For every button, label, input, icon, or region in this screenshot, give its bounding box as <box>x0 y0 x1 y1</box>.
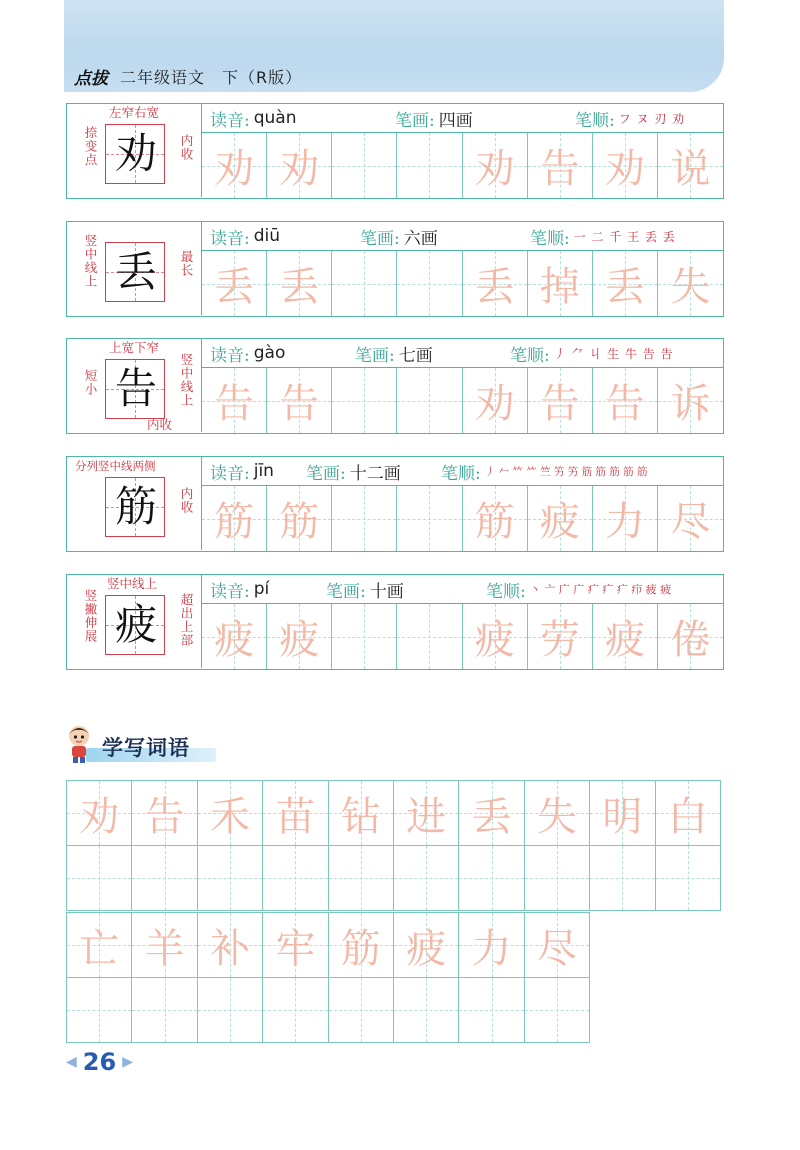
model-char-box <box>105 477 165 537</box>
practice-cell[interactable] <box>397 604 462 669</box>
practice-cell[interactable]: 力 <box>593 486 658 551</box>
practice-cell[interactable]: 劝 <box>202 133 267 198</box>
model-char-area <box>67 575 202 668</box>
word-grid <box>66 912 590 1043</box>
practice-cell[interactable] <box>332 251 397 316</box>
practice-cell[interactable]: 劝 <box>463 133 528 198</box>
model-char: 劝 <box>114 129 157 178</box>
note-inner: 内收 <box>179 134 194 161</box>
practice-cell[interactable] <box>397 486 462 551</box>
order-label: 笔顺: <box>510 345 550 366</box>
char-block-quan <box>66 103 724 199</box>
practice-cell[interactable] <box>397 251 462 316</box>
strokes-label: 笔画: <box>355 345 395 366</box>
word-cell[interactable]: 亡 <box>67 913 132 978</box>
word-cell[interactable]: 疲 <box>394 913 459 978</box>
practice-grid <box>202 251 723 316</box>
order-label: 笔顺: <box>486 581 526 602</box>
stroke-order: 丶 亠 广 广 疒 疒 疒 疖 疲 疲 <box>529 583 672 596</box>
word-cell[interactable]: 苗 <box>263 781 328 846</box>
pinyin-value: quàn <box>253 108 297 128</box>
model-char-box <box>105 359 165 419</box>
practice-cell[interactable] <box>332 368 397 433</box>
kid-mascot-icon <box>64 724 94 764</box>
note-structure: 上宽下窄 <box>109 340 160 355</box>
note-extend: 超出上部 <box>179 593 194 647</box>
word-cell-blank[interactable] <box>459 978 524 1043</box>
word-grid <box>66 780 721 911</box>
note-inner: 内收 <box>179 487 194 514</box>
word-cell-blank[interactable] <box>394 978 459 1043</box>
section-title <box>64 722 220 768</box>
note-structure: 分列竖中线两侧 <box>75 459 156 473</box>
word-cell-blank[interactable] <box>394 846 459 911</box>
model-char-area <box>67 222 202 315</box>
strokes-label: 笔画: <box>326 581 366 602</box>
practice-cell[interactable]: 告 <box>528 133 593 198</box>
model-char-box <box>105 124 165 184</box>
prev-arrow-icon: ◀ <box>66 1054 77 1070</box>
word-cell-blank[interactable] <box>329 846 394 911</box>
char-info-row <box>202 104 723 133</box>
word-cell-blank[interactable] <box>132 846 197 911</box>
word-cell[interactable]: 丢 <box>459 781 524 846</box>
word-cell[interactable]: 羊 <box>132 913 197 978</box>
word-cell-blank[interactable] <box>329 978 394 1043</box>
practice-cell[interactable] <box>397 368 462 433</box>
word-cell[interactable]: 失 <box>525 781 590 846</box>
word-cell-blank[interactable] <box>263 978 328 1043</box>
practice-cell[interactable]: 丢 <box>463 251 528 316</box>
practice-cell[interactable]: 疲 <box>267 604 332 669</box>
pinyin-value: pí <box>253 579 270 599</box>
word-cell-blank[interactable] <box>459 846 524 911</box>
practice-grid <box>202 604 723 669</box>
practice-cell[interactable]: 疲 <box>593 604 658 669</box>
word-cell[interactable]: 力 <box>459 913 524 978</box>
model-char-box <box>105 595 165 655</box>
section-title-text: 学写词语 <box>102 736 190 760</box>
practice-cell[interactable]: 丢 <box>267 251 332 316</box>
pinyin-label: 读音: <box>210 228 250 249</box>
pinyin-value: jīn <box>253 461 274 481</box>
order-label: 笔顺: <box>530 228 570 249</box>
stroke-order: 一 二 千 王 丢 丢 <box>573 229 676 244</box>
word-cell[interactable]: 尽 <box>525 913 590 978</box>
model-char: 告 <box>114 364 157 413</box>
word-cell[interactable]: 劝 <box>67 781 132 846</box>
pinyin-label: 读音: <box>210 463 250 484</box>
note-vertical-line: 竖中线上 <box>179 353 194 407</box>
practice-cell[interactable]: 筋 <box>267 486 332 551</box>
next-arrow-icon: ▶ <box>122 1054 133 1070</box>
model-char-box <box>105 242 165 302</box>
char-block-diu <box>66 221 724 317</box>
word-cell[interactable]: 禾 <box>198 781 263 846</box>
practice-cell[interactable]: 失 <box>658 251 723 316</box>
word-cell[interactable]: 筋 <box>329 913 394 978</box>
practice-cell[interactable]: 掉 <box>528 251 593 316</box>
page-number <box>66 1048 133 1076</box>
strokes-label: 笔画: <box>395 110 435 131</box>
stroke-order: 丿 𠂉 𥫗 ⺮ 竺 竻 竻 筋 筋 筋 筋 筋 <box>484 465 648 478</box>
strokes-value: 四画 <box>438 110 473 131</box>
stroke-order: 丿 ⺈ 丩 生 牛 告 告 <box>553 346 674 361</box>
pinyin-value: gào <box>253 343 286 363</box>
practice-cell[interactable] <box>332 133 397 198</box>
strokes-value: 七画 <box>398 345 433 366</box>
practice-cell[interactable]: 丢 <box>202 251 267 316</box>
practice-cell[interactable]: 筋 <box>202 486 267 551</box>
page-header <box>74 64 302 88</box>
word-cell[interactable]: 补 <box>198 913 263 978</box>
practice-cell[interactable]: 倦 <box>658 604 723 669</box>
practice-cell[interactable]: 疲 <box>528 486 593 551</box>
practice-cell[interactable]: 告 <box>593 368 658 433</box>
practice-cell[interactable]: 尽 <box>658 486 723 551</box>
page-number-text: 26 <box>82 1048 117 1076</box>
practice-cell[interactable] <box>332 604 397 669</box>
pinyin-label: 读音: <box>210 345 250 366</box>
practice-cell[interactable]: 劳 <box>528 604 593 669</box>
note-vertical-line: 竖中线上 <box>83 234 98 288</box>
model-char: 丢 <box>114 247 157 296</box>
pinyin-value: diū <box>253 226 281 246</box>
word-cell[interactable]: 牢 <box>263 913 328 978</box>
practice-cell[interactable]: 筋 <box>463 486 528 551</box>
practice-cell[interactable] <box>397 133 462 198</box>
char-block-pi <box>66 574 724 670</box>
note-vertical-line: 竖中线上 <box>107 576 158 591</box>
char-info-row <box>202 339 723 368</box>
note-stroke: 捺变点 <box>83 126 98 167</box>
practice-cell[interactable]: 劝 <box>267 133 332 198</box>
practice-cell[interactable]: 说 <box>658 133 723 198</box>
word-cell[interactable]: 钻 <box>329 781 394 846</box>
order-label: 笔顺: <box>441 463 481 484</box>
pinyin-label: 读音: <box>210 110 250 131</box>
strokes-value: 十画 <box>369 581 404 602</box>
practice-cell[interactable]: 告 <box>267 368 332 433</box>
char-info-row <box>202 575 723 604</box>
char-info-row <box>202 222 723 251</box>
word-cell[interactable]: 进 <box>394 781 459 846</box>
model-char-area <box>67 457 202 550</box>
order-label: 笔顺: <box>575 110 615 131</box>
word-cell-blank[interactable] <box>263 846 328 911</box>
practice-cell[interactable] <box>332 486 397 551</box>
word-cell-blank[interactable] <box>67 846 132 911</box>
strokes-label: 笔画: <box>360 228 400 249</box>
model-char-area <box>67 339 202 432</box>
model-char: 筋 <box>114 482 157 531</box>
practice-cell[interactable]: 丢 <box>593 251 658 316</box>
word-cell-blank[interactable] <box>132 978 197 1043</box>
char-block-gao <box>66 338 724 434</box>
note-stroke: 竖撇伸展 <box>83 589 98 643</box>
strokes-label: 笔画: <box>306 463 346 484</box>
note-inner: 内收 <box>147 417 173 432</box>
practice-cell[interactable]: 告 <box>528 368 593 433</box>
strokes-value: 六画 <box>403 228 438 249</box>
practice-cell[interactable]: 劝 <box>463 368 528 433</box>
char-info-row <box>202 457 723 486</box>
strokes-value: 十二画 <box>349 463 401 484</box>
word-cell[interactable]: 告 <box>132 781 197 846</box>
practice-cell[interactable]: 疲 <box>202 604 267 669</box>
note-short: 短小 <box>83 369 98 396</box>
pinyin-label: 读音: <box>210 581 250 602</box>
word-cell-blank[interactable] <box>656 846 721 911</box>
model-char: 疲 <box>114 600 157 649</box>
word-cell-blank[interactable] <box>198 978 263 1043</box>
word-cell[interactable]: 白 <box>656 781 721 846</box>
word-cell-blank[interactable] <box>525 978 590 1043</box>
practice-cell[interactable]: 劝 <box>593 133 658 198</box>
brand-logo: 点拔 <box>74 68 108 89</box>
model-char-area <box>67 104 202 197</box>
practice-cell[interactable]: 告 <box>202 368 267 433</box>
note-longest: 最长 <box>179 250 194 277</box>
char-block-jin <box>66 456 724 552</box>
book-title: 二年级语文 下（R版） <box>120 67 303 87</box>
practice-grid <box>202 133 723 198</box>
practice-cell[interactable]: 诉 <box>658 368 723 433</box>
word-cell-blank[interactable] <box>525 846 590 911</box>
word-cell-blank[interactable] <box>198 846 263 911</box>
practice-cell[interactable]: 疲 <box>463 604 528 669</box>
practice-grid <box>202 368 723 433</box>
note-structure: 左窄右宽 <box>109 105 160 120</box>
word-cell[interactable]: 明 <box>590 781 655 846</box>
word-cell-blank[interactable] <box>67 978 132 1043</box>
word-cell-blank[interactable] <box>590 846 655 911</box>
practice-grid <box>202 486 723 551</box>
stroke-order: フ ヌ 刃 劝 <box>618 111 686 126</box>
